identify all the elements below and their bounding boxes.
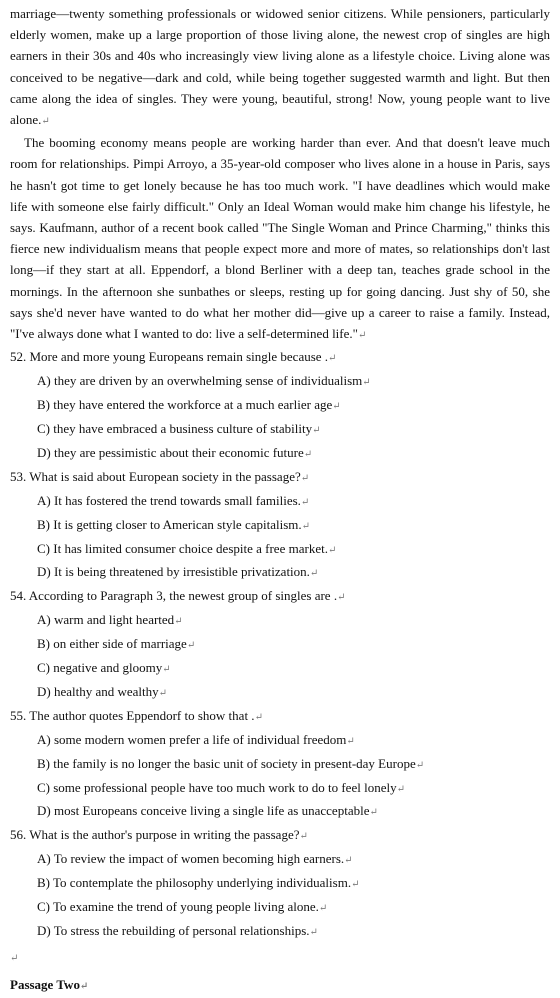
option-text: B) To contemplate the philosophy underlying individualism.: [37, 875, 352, 891]
answer-option: [37, 609, 550, 633]
paragraph-mark: ↵: [351, 879, 360, 891]
answer-option: [37, 633, 550, 657]
paragraph-mark: ↵: [328, 353, 337, 365]
option-text: C) they have embraced a business culture of stability: [37, 420, 313, 436]
question-block: [10, 705, 550, 825]
option-text: A) some modern women prefer a life of individual freedom: [37, 731, 347, 747]
paragraph-mark: ↵: [254, 711, 263, 723]
answer-option: [37, 848, 550, 872]
option-text: A) warm and light hearted: [37, 612, 175, 628]
answer-option: [37, 800, 550, 824]
paragraph-text: marriage—twenty something professionals or widowed senior citizens. While pensioners, particularly elderly women, make up a large proportion of those living alone, the newest crop of singles are high earners in their 30s and 40s who increasingly view living alone as a lifestyle choice. Living alone was conceived to be negative—dark and cold, while being together suggested warmth and light. But then came along the idea of singles. They were young, beautiful, strong! Now, young people want to live alone.: [10, 6, 550, 128]
answer-option: [37, 753, 550, 777]
paragraph-mark: ↵: [79, 980, 89, 992]
paragraph-mark: ↵: [162, 664, 171, 676]
question-stem: [10, 585, 550, 609]
answer-option: [37, 561, 550, 585]
paragraph-mark: ↵: [415, 759, 425, 771]
answer-option: [37, 442, 550, 466]
question-block: [10, 585, 550, 705]
question-stem: [10, 824, 550, 848]
paragraph-mark: ↵: [369, 807, 378, 819]
paragraph-text: The booming economy means people are working harder than ever. And that doesn't leave much room for relationships. Pimpi Arroyo, a 35-year-old composer who lives alone in a house in Paris, says he hasn't got time to get lonely because he has too much work. "I have deadlines which would make life with someone else fairly difficult." Only an Ideal Woman would make him change his lifestyle, he says. Kaufmann, author of a recent book called "The Single Woman and Prince Charming," thinks this fierce new individualism means that people expect more and more of mates, so relationships don't last long—if they start at all. Eppendorf, a blond Berliner with a deep tan, teaches grade school in the mornings. In the afternoon she sunbathes or sleeps, resting up for going dancing. Just shy of 50, she says she'd never have wanted to do what her mother did—give up a career to raise a family. Instead, "I've always done what I wanted to do: live a self-determined life.": [10, 135, 550, 342]
answer-option: [37, 657, 550, 681]
option-text: D) healthy and wealthy: [37, 683, 159, 699]
paragraph-mark: ↵: [300, 496, 310, 508]
answer-option: [37, 896, 550, 920]
option-text: A) they are driven by an overwhelming sense of individualism: [37, 373, 363, 389]
paragraph-mark: ↵: [299, 831, 308, 843]
answer-option: [37, 490, 550, 514]
paragraph-mark: ↵: [174, 616, 183, 628]
empty-paragraph: [10, 944, 550, 972]
answer-option: [37, 920, 550, 944]
option-text: B) on either side of marriage: [37, 636, 187, 652]
paragraph-mark: ↵: [303, 448, 313, 460]
paragraph-mark: ↵: [327, 544, 337, 556]
paragraph-mark: ↵: [396, 783, 405, 795]
passage-paragraph: [10, 3, 550, 132]
paragraph-mark: ↵: [41, 116, 50, 128]
option-text: A) It has fostered the trend towards small families.: [37, 492, 301, 508]
question-stem: [10, 466, 550, 490]
option-text: A) To review the impact of women becoming high earners.: [37, 851, 345, 867]
paragraph-mark: ↵: [186, 640, 196, 652]
option-text: C) some professional people have too much work to do to feel lonely: [37, 779, 397, 795]
paragraph-mark: ↵: [301, 520, 311, 532]
question-text: 54. According to Paragraph 3, the newest group of singles are .: [10, 588, 338, 604]
option-text: D) they are pessimistic about their economic future: [37, 444, 304, 460]
option-text: C) It has limited consumer choice despite a free market.: [37, 540, 328, 556]
option-text: B) they have entered the workforce at a much earlier age: [37, 397, 333, 413]
paragraph-mark: ↵: [309, 927, 318, 938]
answer-option: [37, 777, 550, 801]
question-stem: [10, 705, 550, 729]
option-text: D) It is being threatened by irresistible privatization.: [37, 564, 310, 580]
section-heading: [10, 974, 550, 998]
answer-option: [37, 370, 550, 394]
paragraph-mark: ↵: [357, 330, 367, 342]
paragraph-mark: ↵: [158, 687, 168, 699]
paragraph-mark: ↵: [309, 568, 319, 580]
option-text: D) To stress the rebuilding of personal relationships.: [37, 923, 310, 938]
paragraph-mark: ↵: [300, 472, 310, 484]
answer-option: [37, 538, 550, 562]
answer-option: [37, 418, 550, 442]
answer-option: [37, 394, 550, 418]
option-text: B) It is getting closer to American style capitalism.: [37, 516, 302, 532]
option-text: C) To examine the trend of young people living alone.: [37, 899, 319, 915]
question-block: [10, 466, 550, 586]
section-heading-text: Passage Two: [10, 976, 80, 992]
option-text: C) negative and gloomy: [37, 660, 163, 676]
answer-option: [37, 872, 550, 896]
paragraph-mark: ↵: [332, 401, 341, 413]
question-text: 55. The author quotes Eppendorf to show that .: [10, 707, 255, 723]
paragraph-mark: ↵: [344, 855, 353, 867]
question-stem: [10, 346, 550, 370]
question-block: [10, 346, 550, 466]
option-text: B) the family is no longer the basic unit of society in present-day Europe: [37, 755, 416, 771]
question-text: 53. What is said about European society in the passage?: [10, 468, 301, 484]
paragraph-mark: ↵: [10, 952, 19, 964]
answer-option: [37, 681, 550, 705]
answer-option: [37, 514, 550, 538]
paragraph-mark: ↵: [312, 424, 321, 436]
answer-option: [37, 729, 550, 753]
paragraph-mark: ↵: [318, 903, 328, 915]
question-text: 56. What is the author's purpose in writing the passage?: [10, 827, 300, 843]
question-text: 52. More and more young Europeans remain single because .: [10, 349, 329, 365]
paragraph-mark: ↵: [337, 592, 346, 604]
paragraph-mark: ↵: [346, 735, 355, 747]
option-text: D) most Europeans conceive living a single life as unacceptable: [37, 803, 370, 819]
passage-paragraph: [10, 132, 550, 346]
paragraph-mark: ↵: [362, 377, 371, 389]
question-block: [10, 824, 550, 944]
